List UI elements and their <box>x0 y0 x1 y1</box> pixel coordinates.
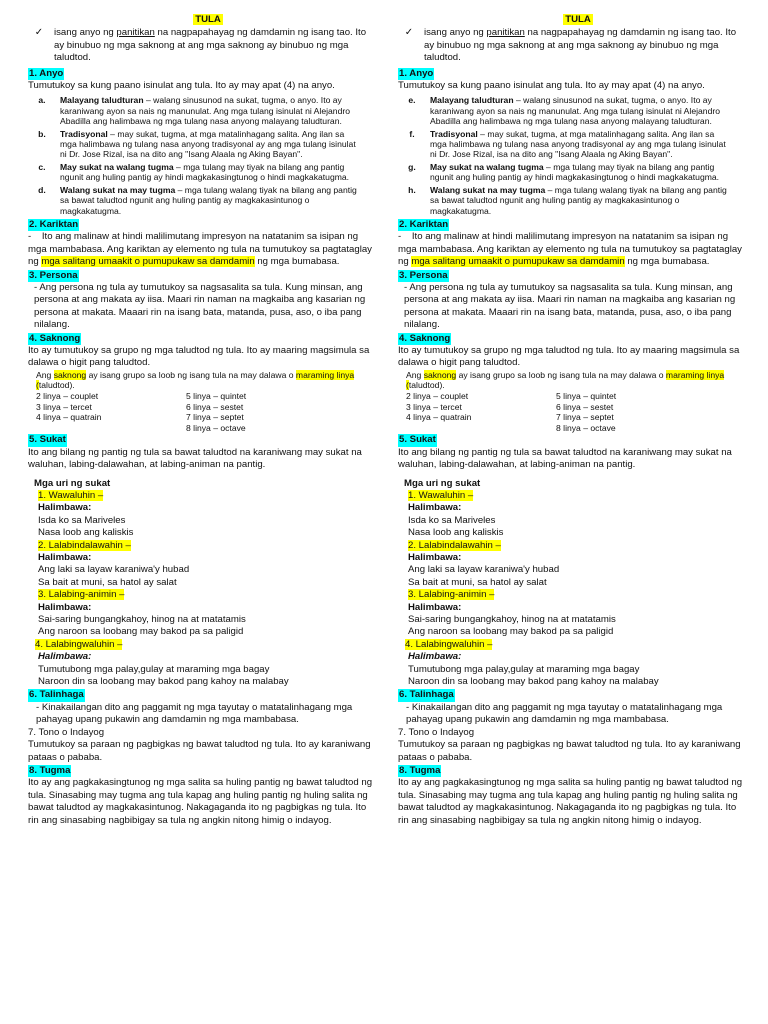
saknong-line: 8 linya – octave <box>556 422 616 433</box>
talinhaga-text: - Kinakailangan dito ang paggamit ng mga tayutay o matatalinhagang mga pahayag upang pukawin ang damdamin ng mga mambabasa. <box>406 701 723 726</box>
saknong-sub-pre: Ang <box>36 369 54 380</box>
intro-pre: isang anyo ng <box>424 27 487 39</box>
list-text: – may sukat, tugma, at mga matalinhagang salita. Ang ilan sa mga halimbawa ng tulang nasa anyong tradisyonal ay ang mga tulang isinulat ni Dr. Jose Rizal, isa na dito ang "Isang Alaala ng Aking Bayan". <box>430 128 726 160</box>
list-text: – mga tulang may tiyak na bilang ang pantig ngunit ang huling pantig ay hindi magkakasingtunog o hindi magkakatugma. <box>430 161 720 183</box>
heading-kariktan: 2. Kariktan <box>29 218 79 230</box>
saknong-line: 6 linya – sestet <box>186 401 244 412</box>
heading-tono: 7. Tono o Indayog <box>28 726 105 738</box>
kariktan-dash: - <box>398 231 402 243</box>
kariktan-text <box>398 231 746 268</box>
saknong-line <box>406 423 556 434</box>
example-line: Nasa loob ang kaliskis <box>38 527 134 539</box>
list-term: Tradisyonal <box>430 128 478 139</box>
heading-anyo: 1. Anyo <box>399 67 434 79</box>
sukat-types <box>28 490 376 689</box>
list-text: – walang sinusunod na sukat, tugma, o anyo. Ito ay karaniwang ayon sa nais ng manunulat. Ang mga tulang isinulat ni Alejandro Abadilla ang halimbawa ng mga tulang nasa anyong malayang taludturan. <box>430 95 720 127</box>
list-term: Malayang taludturan <box>60 95 144 106</box>
sukat-type-label: 3. Lalabing-animin – <box>38 589 125 601</box>
halimbawa-label: Halimbawa: <box>38 601 92 613</box>
heading-talinhaga: 6. Talinhaga <box>399 689 454 701</box>
list-marker: d. <box>38 184 46 195</box>
saknong-sub-mid: ay isang grupo sa loob ng isang tula na may dalawa o <box>456 369 666 380</box>
heading-sukat: 5. Sukat <box>399 434 436 446</box>
saknong-line: 5 linya – quintet <box>556 390 617 401</box>
anyo-list <box>398 95 746 215</box>
kariktan-highlight: mga salitang umaakit o pumupukaw sa damdamin <box>411 256 625 268</box>
tono-text: Tumutukoy sa paraan ng pagbigkas ng bawat taludtod ng tula. Ito ay karaniwang pataas o pababa. <box>398 739 741 763</box>
list-term: May sukat na walang tugma <box>430 161 544 172</box>
list-text: – mga tulang walang tiyak na bilang ang pantig sa bawat taludtod ngunit ang huling pantig ay magkakasintunog o magkakatugma. <box>430 184 727 216</box>
heading-persona: 3. Persona <box>399 269 448 281</box>
saknong-line <box>36 423 186 434</box>
title-wrap <box>410 14 746 26</box>
intro <box>398 27 746 64</box>
left-column <box>28 14 376 827</box>
list-marker: a. <box>38 95 46 106</box>
sukat-text: Ito ang bilang ng pantig ng tula sa bawat taludtod na karaniwang may sukat na waluhan, labing-dalawahan, at labing-animan na pantig. <box>28 446 362 471</box>
tugma-text: Ito ay ang pagkakasingtunog ng mga salita sa huling pantig ng bawat taludtod ng tula. Sinasabing may tugma ang tula kapag ang huling pantig ng huling salita ng bawat taludtod ay magkakasintunog. Nakagaganda ito ng pagbigkas ng tula. Ito rin ang sinasabing nagbibigay sa tula ng angkin nitong himig o indayog. <box>398 777 743 826</box>
saknong-line: 4 linya – quatrain <box>406 412 472 423</box>
list-text: – mga tulang walang tiyak na bilang ang pantig sa bawat taludtod ngunit ang huling pantig ay magkakasintunog o magkakatugma. <box>60 184 357 216</box>
intro-post: na nagpapahayag ng damdamin ng isang tao. Ito ay binubuo ng mga saknong at ang mga saknong ay binubuo ng mga taludtod. <box>424 27 737 64</box>
halimbawa-label: Halimbawa: <box>38 552 92 563</box>
heading-persona: 3. Persona <box>29 269 78 281</box>
intro-underlined: panitikan <box>486 27 525 39</box>
anyo-desc: Tumutukoy sa kung paano isinulat ang tula. Ito ay may apat (4) na anyo. <box>28 80 335 92</box>
saknong-sub-pre: Ang <box>406 369 424 380</box>
saknong-line: 5 linya – quintet <box>186 390 247 401</box>
example-line: Sa bait at muni, sa hatol ay salat <box>38 576 177 588</box>
halimbawa-label: Halimbawa: <box>38 651 92 663</box>
kariktan-text1: Ito ang malinaw at hindi malilimutang impresyon na natatanim sa isipan ng mga mambabasa. Ang kariktan ay elemento ng tula na tumutukoy sa pagtataglay ng <box>28 231 372 268</box>
kariktan-highlight: mga salitang umaakit o pumupukaw sa damdamin <box>41 256 255 268</box>
example-line: Nasa loob ang kaliskis <box>408 527 504 539</box>
halimbawa-label: Halimbawa: <box>38 502 92 514</box>
halimbawa-label: Halimbawa: <box>408 651 462 663</box>
persona-text: - Ang persona ng tula ay tumutukoy sa nagsasalita sa tula. Kung minsan, ang persona at ang makata ay iisa. Maari rin naman na magkaiba ang kasarian ng persona at makata. Maaari rin na isang bata, matanda, pusa, aso, o iba pang nilalang. <box>34 281 366 331</box>
example-line: Ang laki sa layaw karaniwa'y hubad <box>38 564 190 576</box>
list-item <box>28 185 376 216</box>
saknong-sub-hl1: saknong <box>423 369 457 380</box>
heading-talinhaga: 6. Talinhaga <box>29 689 84 701</box>
heading-kariktan: 2. Kariktan <box>399 218 449 230</box>
saknong-line: 7 linya – septet <box>556 412 614 423</box>
heading-sukat: 5. Sukat <box>29 434 66 446</box>
list-item <box>398 95 746 126</box>
saknong-line: 2 linya – couplet <box>36 390 99 401</box>
halimbawa-label: Halimbawa: <box>408 601 462 613</box>
example-line: Tumutubong mga palay,gulay at maraming mga bagay <box>408 663 640 675</box>
sukat-type-label: 2. Lalabindalawahin – <box>38 539 131 551</box>
list-text: – mga tulang may tiyak na bilang ang pantig ngunit ang huling pantig ay hindi magkakasingtunog o hindi magkakatugma. <box>60 161 350 183</box>
list-marker: e. <box>408 95 416 106</box>
list-term: Walang sukat na may tugma <box>430 184 546 195</box>
sukat-type-label: 4. Lalabingwaluhin – <box>35 638 123 650</box>
list-term: May sukat na walang tugma <box>60 161 174 172</box>
list-term: Tradisyonal <box>60 128 108 139</box>
kariktan-text2: ng mga bumabasa. <box>254 256 340 268</box>
list-item <box>28 162 376 183</box>
example-line: Naroon din sa loobang may bakod pang kahoy na malabay <box>38 676 289 688</box>
example-line: Naroon din sa loobang may bakod pang kahoy na malabay <box>408 676 659 688</box>
sukat-type-label: 1. Wawaluhin – <box>408 489 474 501</box>
heading-tono: 7. Tono o Indayog <box>398 726 475 738</box>
sukat-types-heading: Mga uri ng sukat <box>34 477 111 489</box>
saknong-text: Ito ay tumutukoy sa grupo ng mga taludtod ng tula. Ito ay maaring magsimula sa dalawa o higit pang taludtod. <box>398 344 740 369</box>
saknong-sub-post: taludtod). <box>38 380 75 391</box>
persona-text: - Ang persona ng tula ay tumutukoy sa nagsasalita sa tula. Kung minsan, ang persona at ang makata ay iisa. Maari rin naman na magkaiba ang kasarian ng persona at makata. Maaari rin na isang bata, matanda, pusa, aso, o iba pang nilalang. <box>404 281 736 331</box>
intro-text <box>50 27 376 64</box>
saknong-line: 8 linya – octave <box>186 422 246 433</box>
heading-tugma: 8. Tugma <box>399 764 441 776</box>
intro-post: na nagpapahayag ng damdamin ng isang tao. Ito ay binubuo ng mga saknong at ang mga saknong ay binubuo ng mga taludtod. <box>54 27 367 64</box>
list-term: Malayang taludturan <box>430 95 514 106</box>
heading-saknong: 4. Saknong <box>29 332 81 344</box>
example-line: Isda ko sa Mariveles <box>408 514 496 526</box>
saknong-line: 3 linya – tercet <box>406 401 462 412</box>
example-line: Sai-saring bungangkahoy, hinog na at matatamis <box>38 614 246 626</box>
list-item <box>398 185 746 216</box>
heading-saknong: 4. Saknong <box>399 332 451 344</box>
example-line: Ang naroon sa loobang may bakod pa sa paligid <box>408 626 614 638</box>
heading-tugma: 8. Tugma <box>29 764 71 776</box>
saknong-lines <box>398 391 746 433</box>
example-line: Sa bait at muni, sa hatol ay salat <box>408 576 547 588</box>
sukat-type-label: 4. Lalabingwaluhin – <box>405 638 493 650</box>
intro-text <box>420 27 746 64</box>
title-wrap <box>40 14 376 26</box>
tono-text: Tumutukoy sa paraan ng pagbigkas ng bawat taludtod ng tula. Ito ay karaniwang pataas o pababa. <box>28 739 371 763</box>
saknong-sub-post: taludtod). <box>408 380 445 391</box>
list-item <box>398 129 746 160</box>
kariktan-text1: Ito ang malinaw at hindi malilimutang impresyon na natatanim sa isipan ng mga mambabasa. Ang kariktan ay elemento ng tula na tumutukoy sa pagtataglay ng <box>398 231 742 268</box>
sukat-type-label: 3. Lalabing-animin – <box>408 589 495 601</box>
page-title: TULA <box>195 14 221 25</box>
example-line: Ang naroon sa loobang may bakod pa sa paligid <box>38 626 244 638</box>
sukat-types <box>398 490 746 689</box>
saknong-line: 4 linya – quatrain <box>36 412 102 423</box>
saknong-line: 2 linya – couplet <box>406 390 469 401</box>
intro-pre: isang anyo ng <box>54 27 117 39</box>
example-line: Tumutubong mga palay,gulay at maraming mga bagay <box>38 663 270 675</box>
intro <box>28 27 376 64</box>
list-marker: c. <box>38 161 46 172</box>
list-marker: h. <box>408 184 416 195</box>
list-text: – may sukat, tugma, at mga matalinhagang salita. Ang ilan sa mga halimbawa ng tulang nasa anyong tradisyonal ay ang mga tulang isinulat ni Dr. Jose Rizal, isa na dito ang "Isang Alaala ng Aking Bayan". <box>60 128 356 160</box>
checkmark-icon: ✓ <box>34 27 44 39</box>
heading-anyo: 1. Anyo <box>29 67 64 79</box>
saknong-line: 7 linya – septet <box>186 412 244 423</box>
saknong-line: 3 linya – tercet <box>36 401 92 412</box>
sukat-type-label: 2. Lalabindalawahin – <box>408 539 501 551</box>
saknong-lines <box>28 391 376 433</box>
kariktan-text2: ng mga bumabasa. <box>624 256 710 268</box>
sukat-type-label: 1. Wawaluhin – <box>38 489 104 501</box>
saknong-line: 6 linya – sestet <box>556 401 614 412</box>
sukat-text: Ito ang bilang ng pantig ng tula sa bawat taludtod na karaniwang may sukat na waluhan, labing-dalawahan, at labing-animan na pantig. <box>398 446 732 471</box>
list-item <box>398 162 746 183</box>
saknong-sub <box>398 370 746 391</box>
kariktan-dash: - <box>28 231 32 243</box>
saknong-sub-hl2: maraming linya ( <box>406 369 725 391</box>
talinhaga-text: - Kinakailangan dito ang paggamit ng mga tayutay o matatalinhagang mga pahayag upang pukawin ang damdamin ng mga mambabasa. <box>36 701 353 726</box>
kariktan-text <box>28 231 376 268</box>
checkmark-icon: ✓ <box>404 27 414 39</box>
saknong-sub-hl2: maraming linya ( <box>36 369 355 391</box>
halimbawa-label: Halimbawa: <box>408 552 462 563</box>
list-marker: g. <box>408 161 416 172</box>
example-line: Sai-saring bungangkahoy, hinog na at matatamis <box>408 614 616 626</box>
example-line: Isda ko sa Mariveles <box>38 514 126 526</box>
list-marker: f. <box>409 128 415 139</box>
example-line: Ang laki sa layaw karaniwa'y hubad <box>408 564 560 576</box>
anyo-list <box>28 95 376 215</box>
saknong-sub-hl1: saknong <box>53 369 87 380</box>
anyo-desc: Tumutukoy sa kung paano isinulat ang tula. Ito ay may apat (4) na anyo. <box>398 80 705 92</box>
halimbawa-label: Halimbawa: <box>408 502 462 514</box>
intro-underlined: panitikan <box>116 27 155 39</box>
list-text: – walang sinusunod na sukat, tugma, o anyo. Ito ay karaniwang ayon sa nais ng manunulat. Ang mga tulang isinulat ni Alejandro Abadilla ang halimbawa ng mga tulang nasa anyong malayang taludturan. <box>60 95 350 127</box>
saknong-sub <box>28 370 376 391</box>
list-term: Walang sukat na may tugma <box>60 184 176 195</box>
right-column <box>398 14 746 827</box>
page-title: TULA <box>565 14 591 25</box>
saknong-sub-mid: ay isang grupo sa loob ng isang tula na may dalawa o <box>86 369 296 380</box>
list-marker: b. <box>38 128 46 139</box>
list-item <box>28 129 376 160</box>
saknong-text: Ito ay tumutukoy sa grupo ng mga taludtod ng tula. Ito ay maaring magsimula sa dalawa o higit pang taludtod. <box>28 344 370 369</box>
list-item <box>28 95 376 126</box>
tugma-text: Ito ay ang pagkakasingtunog ng mga salita sa huling pantig ng bawat taludtod ng tula. Sinasabing may tugma ang tula kapag ang huling pantig ng huling salita ng bawat taludtod ay magkakasintunog. Nakagaganda ito ng pagbigkas ng tula. Ito rin ang sinasabing nagbibigay sa tula ng angkin nitong himig o indayog. <box>28 777 373 826</box>
sukat-types-heading: Mga uri ng sukat <box>404 477 481 489</box>
